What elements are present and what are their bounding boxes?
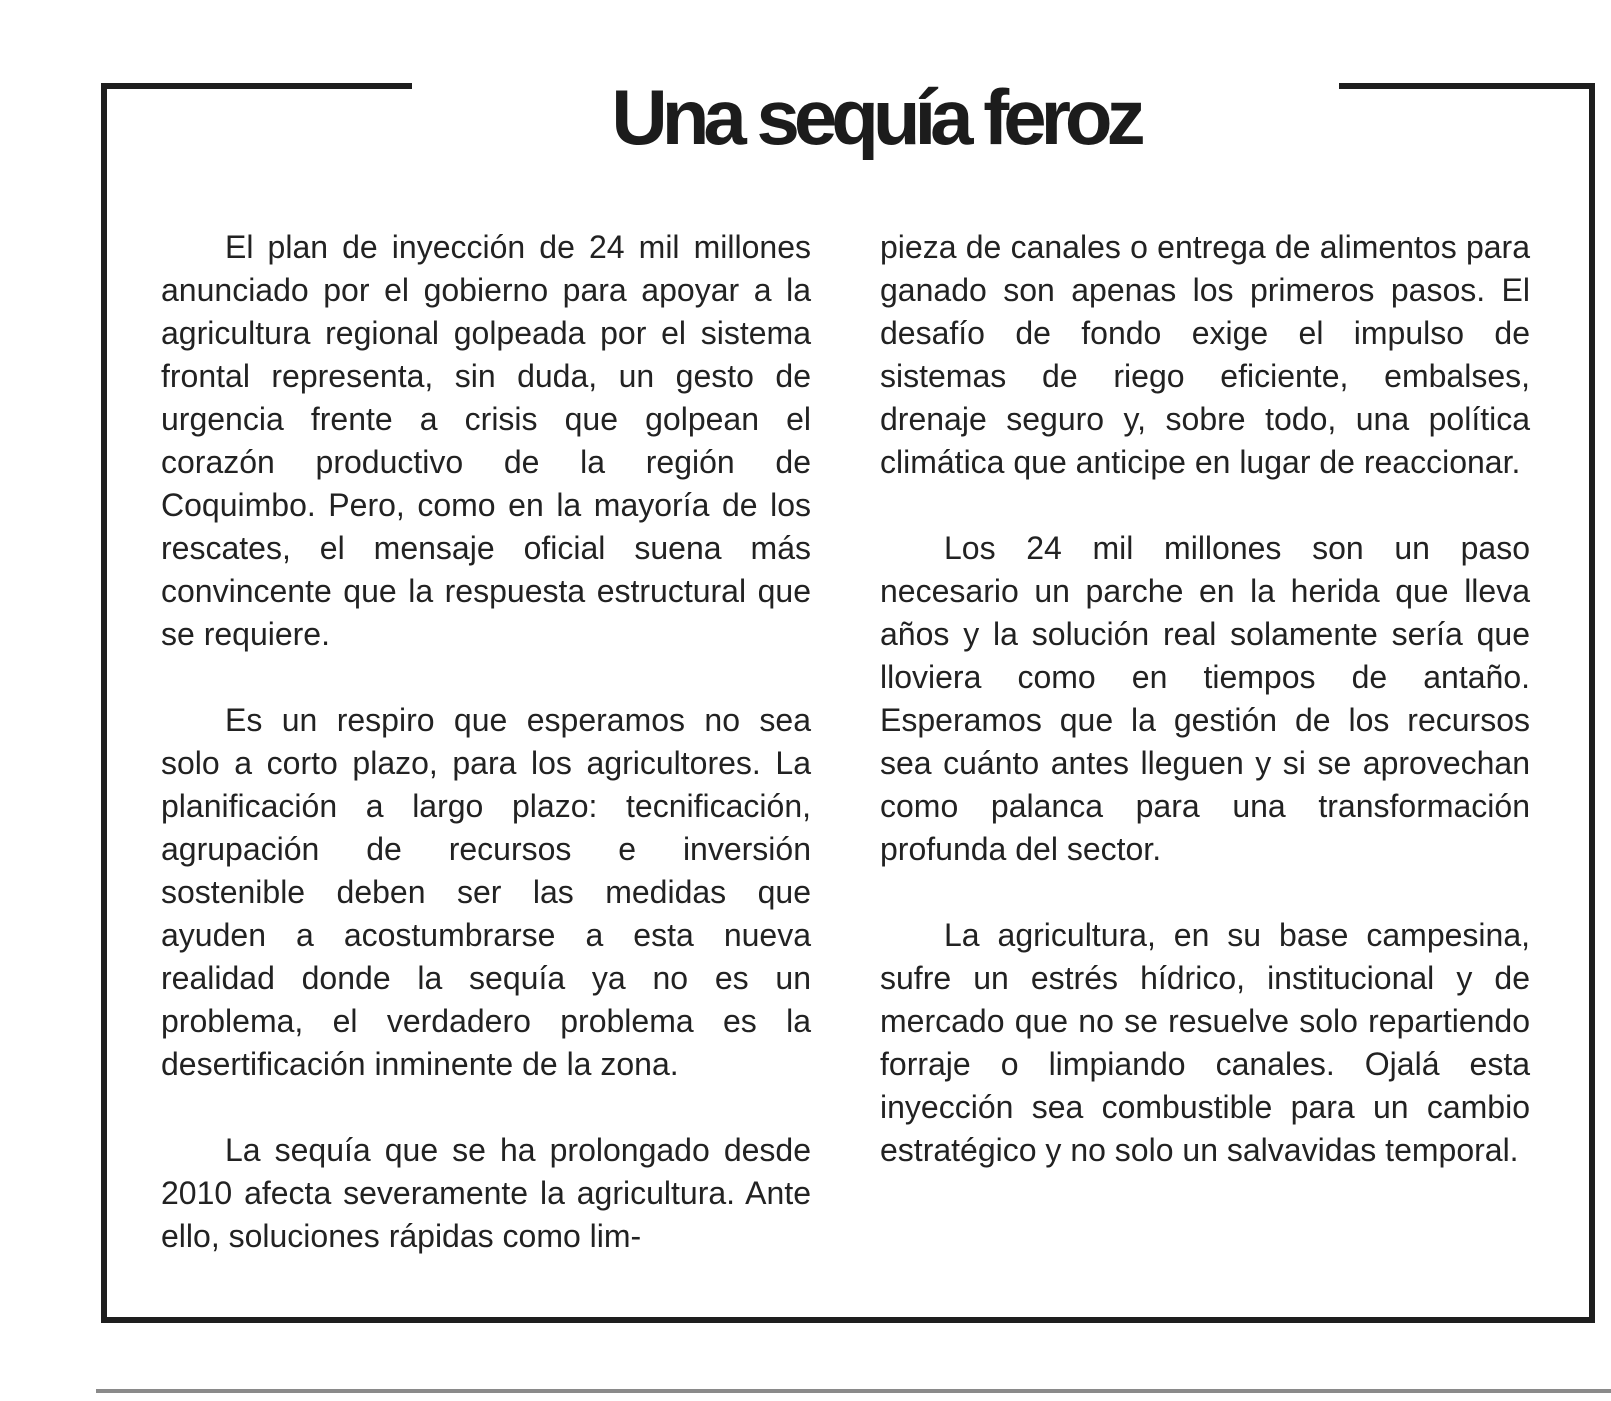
page-bottom-rule <box>96 1389 1611 1393</box>
frame-right-border <box>1589 83 1595 1323</box>
paragraph-1: El plan de inyección de 24 mil millones anunciado por el gobierno para apoyar a la agricultura regional golpeada por el sistema frontal representa, sin duda, un gesto de urgencia frente a crisis que golpean el corazón productivo de la región de Coquimbo. Pero, como en la mayoría de los rescates, el mensaje oficial suena más convincente que la respuesta estructural que se requiere. <box>161 229 811 652</box>
frame-top-left-border <box>101 83 412 89</box>
frame-left-border <box>101 83 107 1323</box>
paragraph-5: La agricultura, en su base campesina, sufre un estrés hídrico, institucional y de mercado que no se resuelve solo repartiendo forraje o limpiando canales. Ojalá esta inyección sea combustible para un cambio estratégico y no solo un salvavidas temporal. <box>880 917 1530 1168</box>
article-column-right <box>880 226 1530 1215</box>
paragraph-3: La sequía que se ha prolongado desde 2010 afecta severamente la agricultura. Ante ello, soluciones rápidas como lim- <box>161 1132 811 1254</box>
article-title: Una sequía feroz <box>611 73 1140 161</box>
paragraph-2: Es un respiro que esperamos no sea solo a corto plazo, para los agricultores. La planificación a largo plazo: tecnificación, agrupación de recursos e inversión sostenible deben ser las medidas que ayuden a acostumbrarse a esta nueva realidad donde la sequía ya no es un problema, el verdadero problema es la desertificación inminente de la zona. <box>161 702 811 1082</box>
article-column-left <box>161 226 811 1301</box>
paragraph-4: Los 24 mil millones son un paso necesario un parche en la herida que lleva años y la solución real solamente sería que lloviera como en tiempos de antaño. Esperamos que la gestión de los recursos sea cuánto antes lleguen y si se aprovechan como palanca para una transformación profunda del sector. <box>880 530 1530 867</box>
paragraph-3-continuation: pieza de canales o entrega de alimentos para ganado son apenas los primeros pasos. El desafío de fondo exige el impulso de sistemas de riego eficiente, embalses, drenaje seguro y, sobre todo, una política climática que anticipe en lugar de reaccionar. <box>880 229 1530 480</box>
frame-bottom-border <box>101 1317 1595 1323</box>
frame-top-right-border <box>1339 83 1595 89</box>
